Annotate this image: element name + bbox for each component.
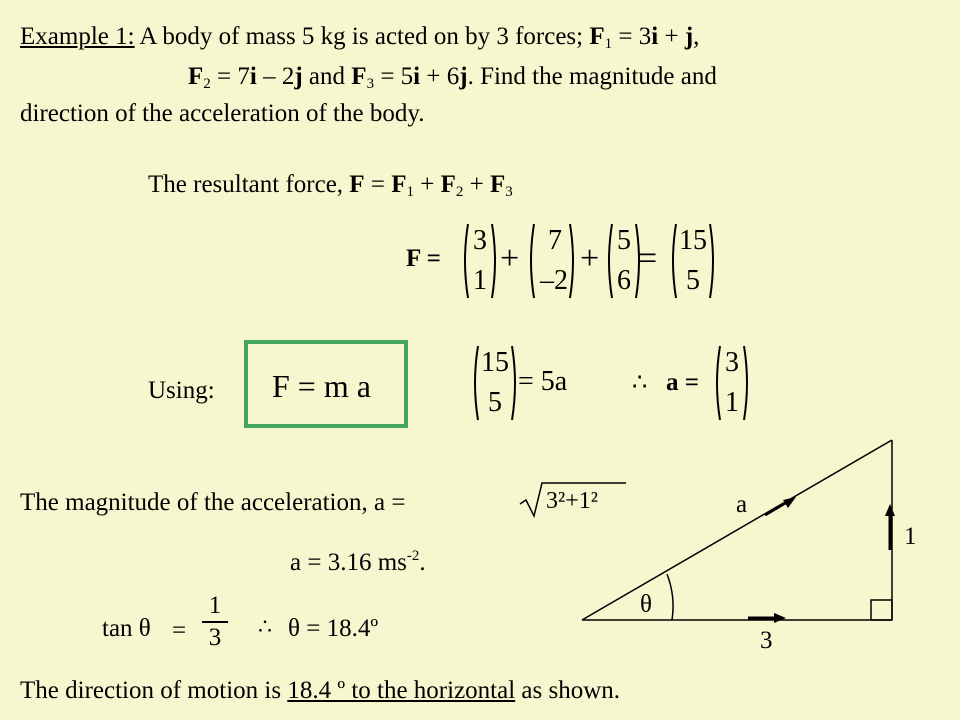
- problem-line-2: $F_2 = 7i - 2j$ and $F_3 = 5i + 6j$. Find the magnitude and: [188, 63, 717, 92]
- formula-box: [244, 340, 408, 428]
- fraction-1-3: 1 3: [202, 592, 228, 652]
- triangle-label-a: a: [736, 491, 748, 518]
- vector-result: 15 5: [670, 222, 716, 300]
- therefore-icon: ∴: [632, 370, 648, 396]
- arrow-icon-vertical: [885, 504, 895, 550]
- tan-equals: =: [172, 617, 187, 644]
- arrow-icon-horizontal: [748, 613, 786, 623]
- magnitude-text: The magnitude of the acceleration, a =: [20, 489, 406, 516]
- a-vector: 3 1: [714, 344, 750, 422]
- therefore-icon-2: ∴: [258, 614, 272, 639]
- equals-sign: =: [638, 240, 658, 277]
- vector-sum-F-label: F =: [406, 245, 441, 272]
- triangle-label-theta: θ: [640, 591, 652, 618]
- vector-f1: 3 1: [462, 222, 498, 300]
- equals-5a: = 5a: [518, 366, 568, 397]
- sqrt-expression: 3²+1²: [518, 480, 628, 520]
- theta-result: θ = 18.4º: [288, 615, 379, 642]
- vector-f3: 5 6: [606, 222, 642, 300]
- a-equals: a =: [666, 369, 699, 396]
- formula-text: F = m a: [272, 368, 371, 404]
- problem-line-3: direction of the acceleration of the body.: [20, 100, 425, 127]
- example-label: Example 1:: [20, 23, 135, 50]
- triangle-label-3: 3: [760, 627, 773, 654]
- using-label: Using:: [148, 377, 215, 404]
- arrow-icon-hyp: [765, 497, 796, 515]
- triangle-diagram: [560, 430, 920, 670]
- resultant-line: The resultant force, $F = F_1 + F_2 + F_3$: [148, 171, 513, 200]
- direction-line: The direction of motion is 18.4 º to the horizontal as shown.: [20, 677, 621, 704]
- magnitude-result: a = 3.16 $ms^{-2}$.: [290, 548, 426, 576]
- problem-line-1: Example 1: A body of mass 5 kg is acted on by 3 forces; $F_1 = 3i + j$,: [20, 23, 700, 52]
- plus-sign-1: +: [500, 240, 520, 277]
- plus-sign-2: +: [580, 240, 600, 277]
- angle-arc: [667, 574, 673, 620]
- tan-theta: tan θ: [102, 615, 151, 642]
- using-vector: 15 5: [472, 344, 518, 422]
- triangle-label-1: 1: [904, 523, 917, 550]
- vector-f2: 7 –2: [528, 222, 576, 300]
